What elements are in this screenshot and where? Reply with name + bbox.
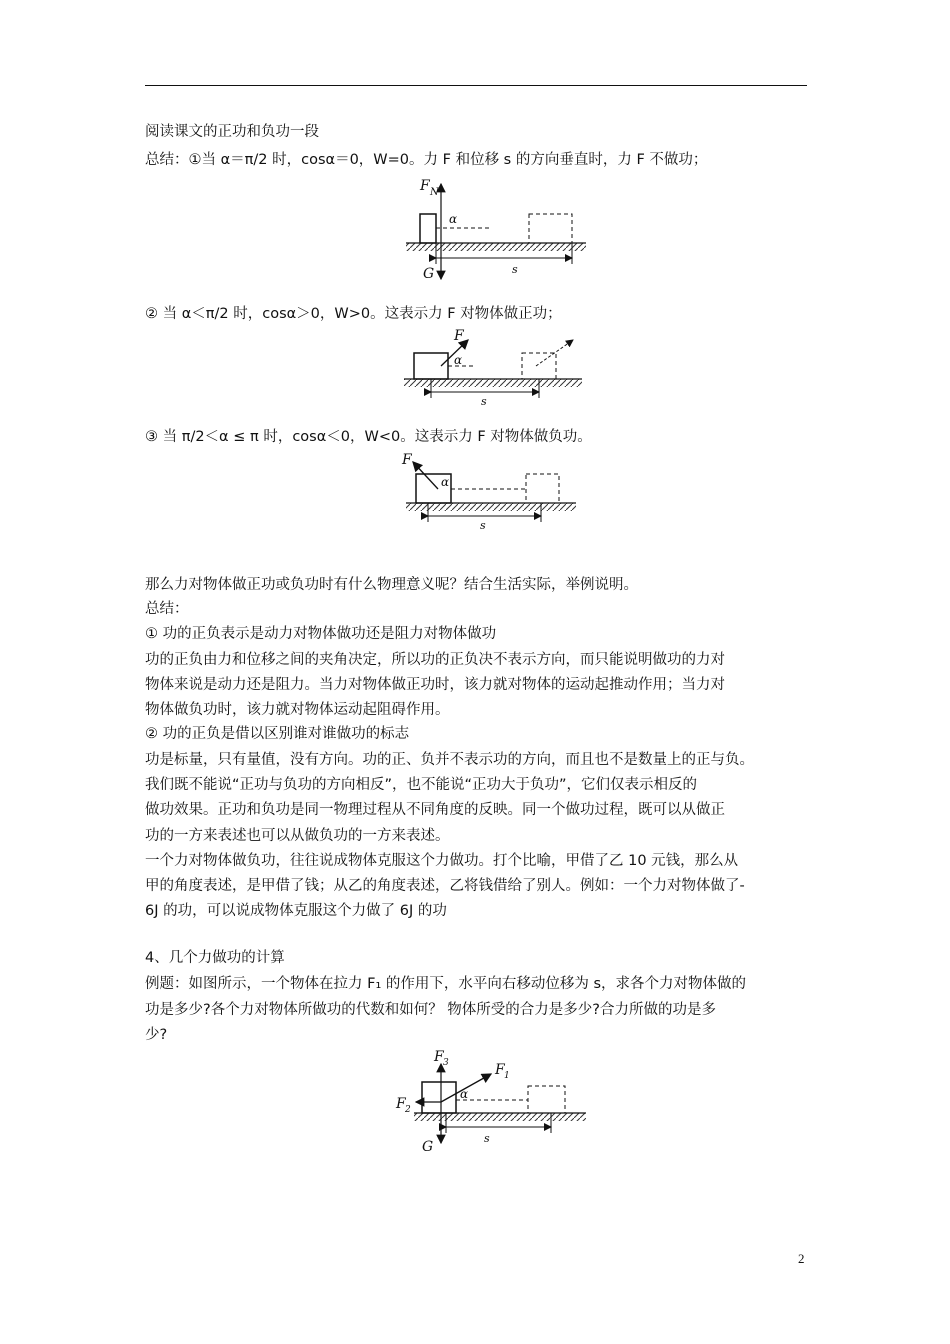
alpha-label: α xyxy=(441,475,450,489)
fn-subscript: N xyxy=(430,187,439,198)
f1-label: F xyxy=(495,1062,505,1078)
f1-subscript: 1 xyxy=(504,1071,510,1081)
f-label: F xyxy=(454,328,464,344)
fn-label: F xyxy=(420,178,430,194)
text-line: 甲的角度表述，是甲借了钱；从乙的角度表述，乙将钱借给了别人。例如：一个力对物体做了- xyxy=(145,878,745,894)
text-line: 功的一方来表述也可以从做负功的一方来表述。 xyxy=(145,828,450,844)
f2-label: F xyxy=(396,1096,406,1112)
s-label: s xyxy=(480,519,486,532)
text-line: 功的正负由力和位移之间的夹角决定，所以功的正负决不表示方向，而只能说明做功的力对 xyxy=(145,652,725,668)
header-rule xyxy=(145,85,807,86)
text-line: 那么力对物体做正功或负功时有什么物理意义呢？结合生活实际，举例说明。 xyxy=(145,577,638,593)
text-line: 做功效果。正功和负功是同一物理过程从不同角度的反映。同一个做功过程，既可以从做正 xyxy=(145,802,725,818)
f3-label: F xyxy=(434,1049,444,1065)
alpha-label: α xyxy=(454,353,463,367)
f3-subscript: 3 xyxy=(443,1058,449,1068)
page-number: 2 xyxy=(798,1251,805,1266)
g-label: G xyxy=(422,1139,434,1155)
text-line: 总结： xyxy=(145,601,189,617)
text-line: ② 当 α＜π/2 时，cosα＞0，W>0。这表示力 F 对物体做正功； xyxy=(145,306,562,322)
text-line: 阅读课文的正功和负功一段 xyxy=(145,124,319,140)
section-heading: 4、几个力做功的计算 xyxy=(145,950,285,966)
text-line: 物体做负功时，该力就对物体运动起阻碍作用。 xyxy=(145,702,450,718)
text-line: ③ 当 π/2＜α ≤ π 时，cosα＜0，W<0。这表示力 F 对物体做负功。 xyxy=(145,429,592,445)
text-line: ① 功的正负表示是动力对物体做功还是阻力对物体做功 xyxy=(145,626,497,642)
s-label: s xyxy=(481,395,487,408)
text-line: 功是标量，只有量值，没有方向。功的正、负并不表示功的方向，而且也不是数量上的正与负。 xyxy=(145,752,754,768)
figure-perpendicular-force xyxy=(398,176,598,284)
text-line: 我们既不能说“正功与负功的方向相反”，也不能说“正功大于负功”，它们仅表示相反的 xyxy=(145,777,698,793)
text-line: 功是多少?各个力对物体所做功的代数和如何？ 物体所受的合力是多少?合力所做的功是多 xyxy=(145,1002,716,1018)
text-line: 6J 的功，可以说成物体克服这个力做了 6J 的功 xyxy=(145,903,447,919)
text-line: 少? xyxy=(145,1027,168,1043)
g-label: G xyxy=(423,266,435,282)
figure-multiple-forces xyxy=(388,1046,598,1158)
text-line: 总结：①当 α＝π/2 时，cosα＝0，W=0。力 F 和位移 s 的方向垂直时，力 F 不做功； xyxy=(145,152,708,168)
alpha-label: α xyxy=(460,1087,469,1101)
text-line: ② 功的正负是借以区别谁对谁做功的标志 xyxy=(145,726,410,742)
text-line: 一个力对物体做负功，往往说成物体克服这个力做功。打个比喻，甲借了乙 10 元钱，那么从 xyxy=(145,853,739,869)
s-label: s xyxy=(484,1132,490,1145)
alpha-label: α xyxy=(449,212,458,226)
text-line: 例题：如图所示，一个物体在拉力 F₁ 的作用下，水平向右移动位移为 s，求各个力对物体做的 xyxy=(145,976,747,992)
s-label: s xyxy=(512,263,518,276)
figure-negative-work xyxy=(398,450,588,532)
f2-subscript: 2 xyxy=(405,1105,411,1115)
figure-positive-work xyxy=(398,326,588,408)
text-line: 物体来说是动力还是阻力。当力对物体做正功时，该力就对物体的运动起推动作用；当力对 xyxy=(145,677,725,693)
f-label: F xyxy=(402,452,412,468)
